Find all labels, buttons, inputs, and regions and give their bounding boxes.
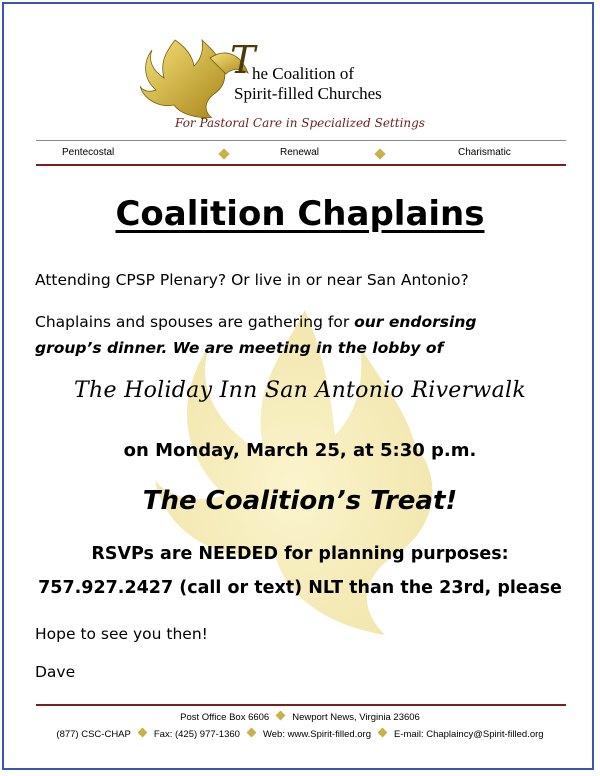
pillar-renewal: Renewal	[280, 147, 319, 158]
meeting-line	[35, 336, 443, 360]
treat-heading: The Coalition’s Treat!	[142, 486, 458, 516]
header-rule-top	[36, 140, 566, 141]
logo-initial: T	[230, 38, 256, 82]
footer-city: Newport News, Virginia 23606	[292, 712, 420, 723]
invitation-line	[35, 310, 476, 334]
pillar-charismatic: Charismatic	[458, 147, 511, 158]
signature: Dave	[35, 663, 76, 681]
footer-phone: (877) CSC-CHAP	[56, 729, 131, 740]
logo-line-1: he Coalition of	[252, 64, 354, 83]
meeting-emphasis: group’s dinner. We are meeting in the lobby of	[35, 339, 444, 357]
diamond-icon	[378, 728, 388, 738]
closing-line: Hope to see you then!	[35, 625, 208, 643]
footer-fax: Fax: (425) 977-1360	[153, 729, 240, 740]
diamond-icon	[218, 148, 229, 159]
footer-web[interactable]: Web: www.Spirit-filled.org	[262, 729, 372, 740]
diamond-icon	[137, 728, 147, 738]
diamond-icon	[276, 711, 286, 721]
footer-po-box: Post Office Box 6606	[180, 712, 270, 723]
logo-line-2: Spirit-filled Churches	[234, 84, 382, 103]
page-title: Coalition Chaplains	[115, 194, 485, 234]
logo-wordmark	[230, 38, 382, 104]
footer-email[interactable]: E-mail: Chaplaincy@Spirit-filled.org	[394, 729, 544, 740]
footer-rule	[36, 704, 566, 706]
header-rule-bottom	[36, 164, 566, 166]
pillar-pentecostal: Pentecostal	[62, 147, 115, 158]
event-date: on Monday, March 25, at 5:30 p.m.	[123, 440, 477, 461]
venue-name: The Holiday Inn San Antonio Riverwalk	[74, 378, 526, 403]
footer-contacts	[0, 729, 600, 740]
footer-address	[0, 712, 600, 723]
invitation-emphasis: our endorsing	[354, 313, 477, 331]
intro-line: Attending CPSP Plenary? Or live in or near San Antonio?	[35, 271, 469, 289]
diamond-icon	[374, 148, 385, 159]
pillars-bar	[36, 145, 566, 161]
invitation-text: Chaplains and spouses are gathering for	[35, 313, 355, 331]
rsvp-contact: 757.927.2427 (call or text) NLT than the 23rd, please	[38, 578, 562, 598]
rsvp-heading: RSVPs are NEEDED for planning purposes:	[91, 544, 509, 564]
logo-tagline: For Pastoral Care in Specialized Settings	[175, 116, 425, 130]
diamond-icon	[247, 728, 257, 738]
